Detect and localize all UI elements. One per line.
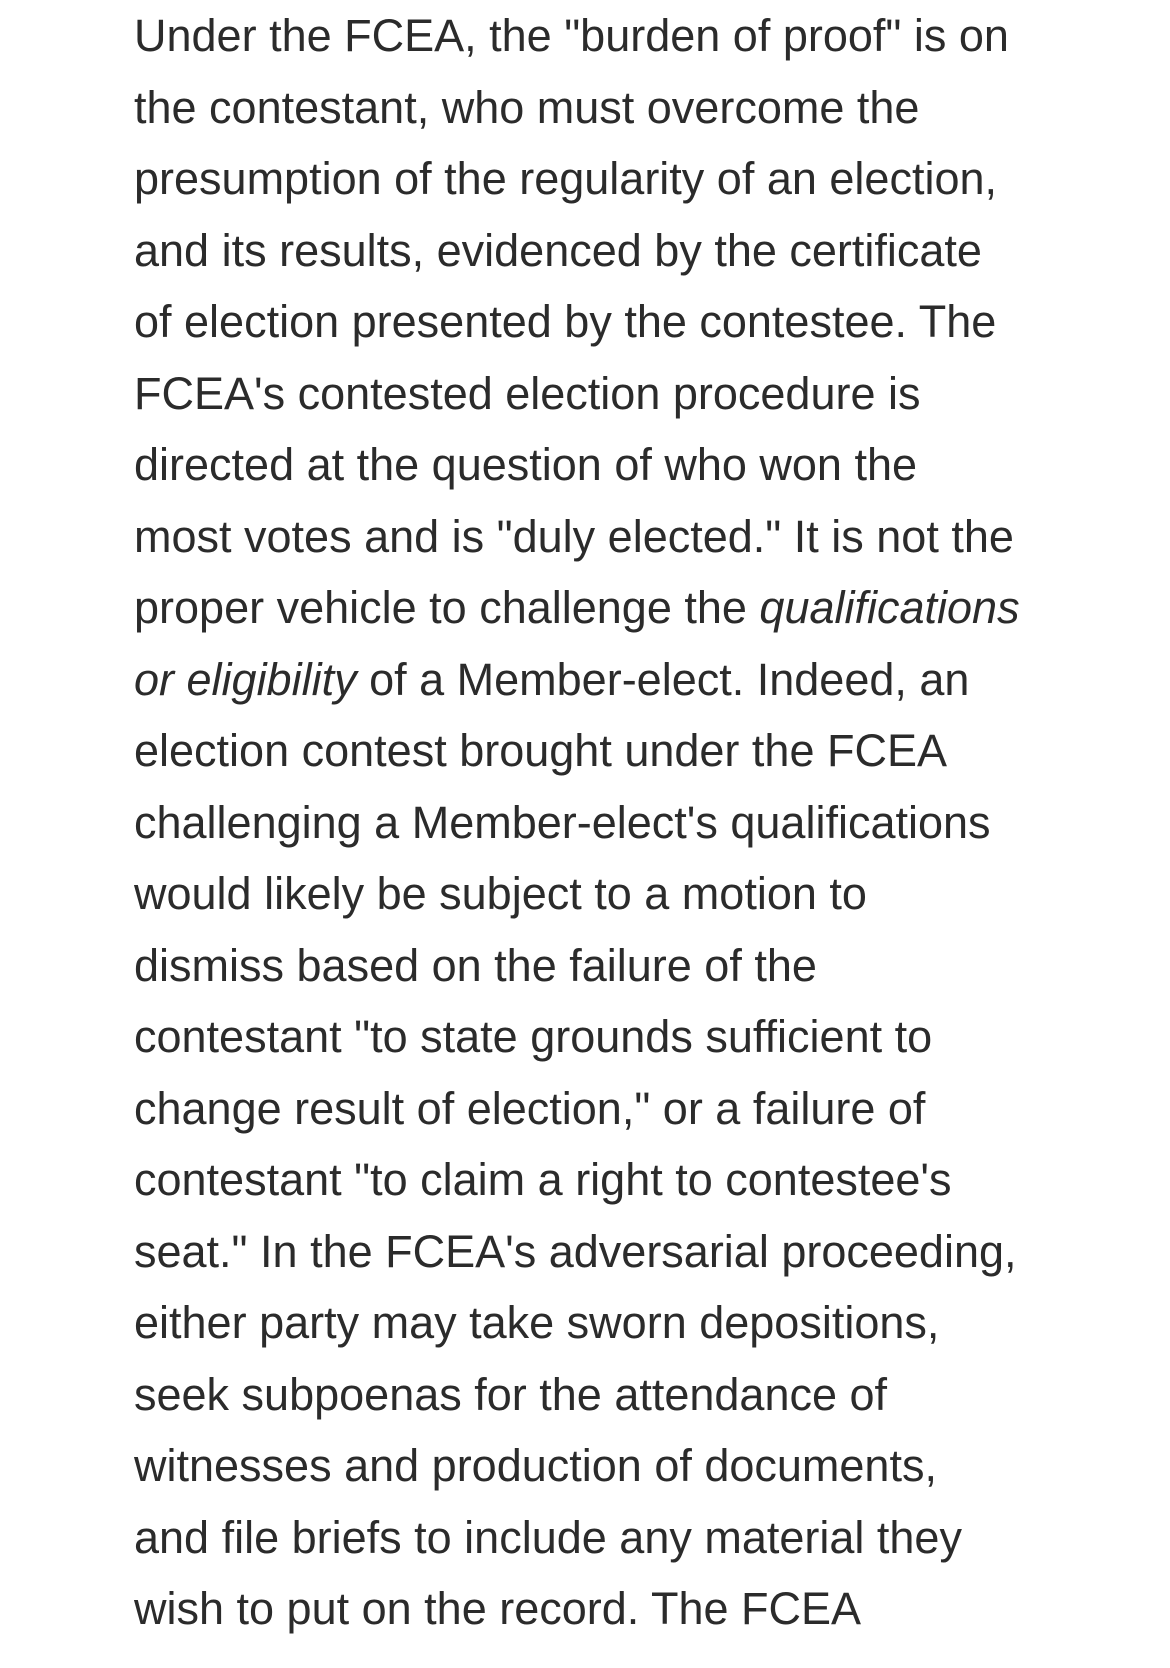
text-line-4: and its results, evidenced by the certificate [134,224,982,276]
text-line-10 [134,644,1094,716]
text-line-13: would likely be subject to a motion to [134,868,867,919]
text-line-2: the contestant, who must overcome the [134,81,920,133]
text-line-15: contestant "to state grounds sufficient to [134,1011,933,1062]
text-line-17: contestant "to claim a right to contestee's [134,1154,952,1205]
text-line-22: and file briefs to include any material they [134,1511,962,1563]
text-line-3: presumption of the regularity of an election, [134,153,997,204]
text-line-7: directed at the question of who won the [134,439,918,490]
italic-or-eligibility: or eligibility [134,653,357,705]
text-line-19: either party may take sworn depositions, [134,1297,940,1348]
text-line-16: change result of election," or a failure of [134,1082,926,1134]
text-line-21: witnesses and production of documents, [134,1440,937,1491]
text-line-18: seat." In the FCEA's adversarial proceeding, [134,1225,1017,1277]
text-line-5: of election presented by the contestee. The [134,296,997,347]
text-line-6: FCEA's contested election procedure is [134,367,921,419]
text-line-1: Under the FCEA, the "burden of proof" is on [134,10,1009,61]
text-line-20: seek subpoenas for the attendance of [134,1368,888,1420]
article-paragraph [134,0,1094,1645]
text-line-14: dismiss based on the failure of the [134,939,817,991]
text-line-10-plain: of a Member-elect. Indeed, an [356,653,970,705]
text-line-12: challenging a Member-elect's qualifications [134,796,991,848]
italic-qualifications: qualifications [759,582,1020,633]
text-line-9 [134,572,1094,644]
text-line-8: most votes and is "duly elected." It is not the [134,510,1014,562]
text-line-23: wish to put on the record. The FCEA [134,1583,862,1634]
text-line-9-plain: proper vehicle to challenge the [134,582,760,633]
text-line-11: election contest brought under the FCEA [134,725,947,776]
